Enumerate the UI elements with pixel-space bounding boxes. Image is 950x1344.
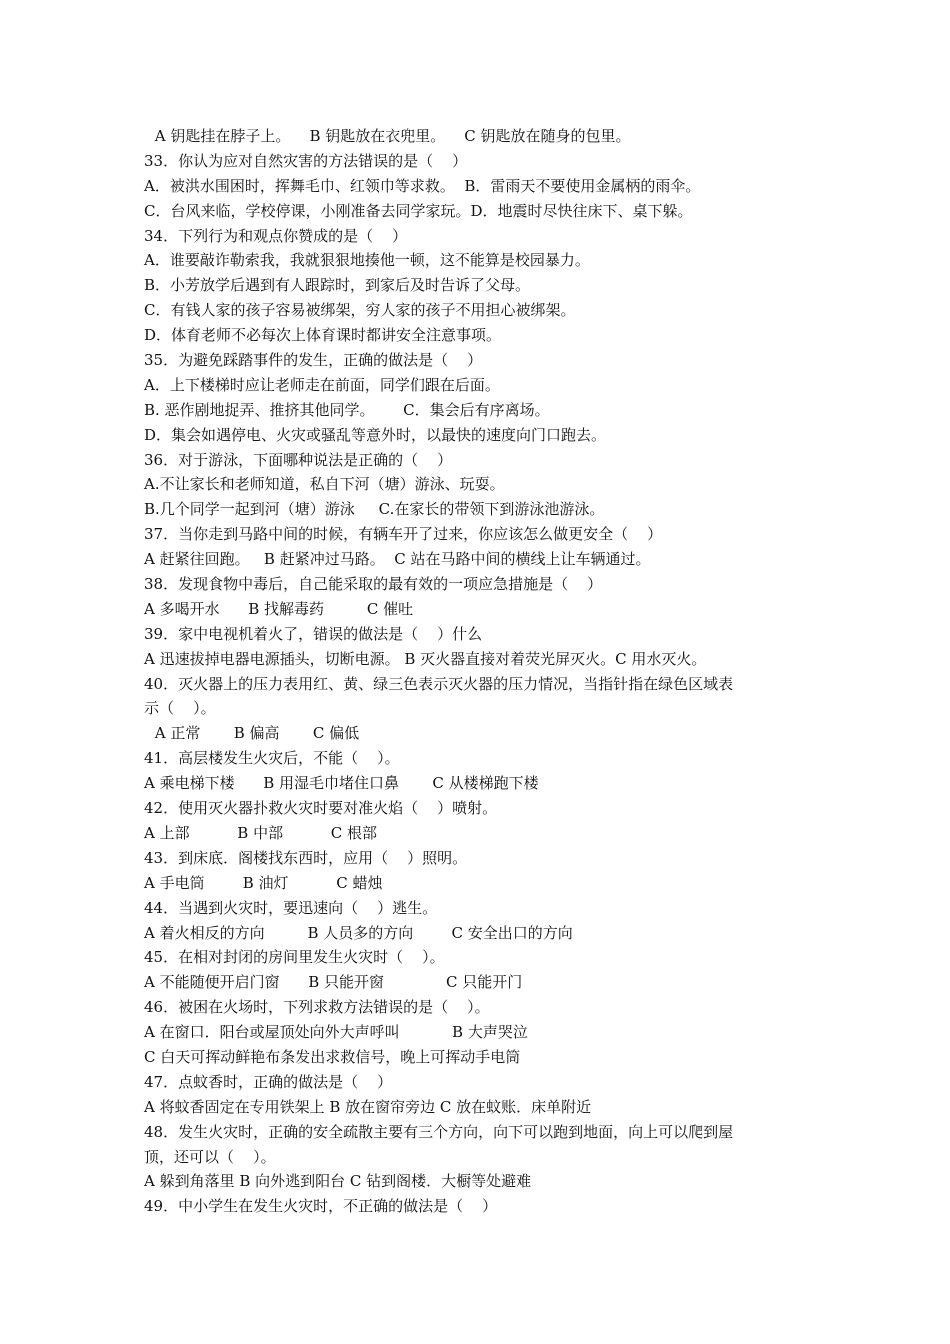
answer-options-33-ab: A．被洪水围困时，挥舞毛巾、红领巾等求救。 B．雷雨天不要使用金属柄的雨伞。 bbox=[144, 176, 701, 195]
question-41: 41．高层楼发生火灾后，不能（ ）。 bbox=[144, 749, 400, 768]
answer-options-46-ab: A 在窗口．阳台或屋顶处向外大声呼叫 B 大声哭泣 bbox=[144, 1023, 528, 1042]
answer-option-34-a: A．谁要敲诈勒索我，我就狠狠地揍他一顿，这不能算是校园暴力。 bbox=[144, 251, 590, 270]
question-49: 49．中小学生在发生火灾时，不正确的做法是（ ） bbox=[144, 1197, 498, 1216]
answer-options-42: A 上部 B 中部 C 根部 bbox=[144, 823, 377, 842]
question-37: 37．当你走到马路中间的时候，有辆车开了过来，你应该怎么做更安全（ ） bbox=[144, 525, 663, 544]
answer-option-36-a: A.不让家长和老师知道，私自下河（塘）游泳、玩耍。 bbox=[144, 475, 505, 494]
question-35: 35．为避免踩踏事件的发生，正确的做法是（ ） bbox=[144, 351, 483, 370]
question-44: 44．当遇到火灾时，要迅速向（ ）逃生。 bbox=[144, 898, 438, 917]
question-38: 38．发现食物中毒后，自己能采取的最有效的一项应急措施是（ ） bbox=[144, 575, 603, 594]
question-45: 45．在相对封闭的房间里发生火灾时（ ）。 bbox=[144, 948, 445, 967]
question-42: 42．使用灭火器扑救火灾时要对准火焰（ ）喷射。 bbox=[144, 799, 498, 818]
answer-options-32: A 钥匙挂在脖子上。 B 钥匙放在衣兜里。 C 钥匙放在随身的包里。 bbox=[150, 127, 631, 145]
question-43: 43．到床底．阁楼找东西时，应用（ ）照明。 bbox=[144, 848, 468, 867]
answer-options-48: A 躲到角落里 B 向外逃到阳台 C 钻到阁楼．大橱等处避难 bbox=[144, 1172, 532, 1191]
question-46: 46．被困在火场时，下列求救方法错误的是（ ）。 bbox=[144, 998, 490, 1017]
answer-options-35-bc: B. 恶作剧地捉弄、推挤其他同学。 C．集会后有序离场。 bbox=[144, 400, 550, 419]
answer-option-34-b: B．小芳放学后遇到有人跟踪时，到家后及时告诉了父母。 bbox=[144, 276, 531, 295]
question-33: 33．你认为应对自然灾害的方法错误的是（ ） bbox=[144, 151, 468, 170]
answer-options-36-bc: B.几个同学一起到河（塘）游泳 C.在家长的带领下到游泳池游泳。 bbox=[144, 500, 605, 519]
answer-options-37: A 赶紧往回跑。 B 赶紧冲过马路。 C 站在马路中间的横线上让车辆通过。 bbox=[144, 550, 651, 569]
answer-options-39: A 迅速拔掉电器电源插头，切断电源。 B 灭火器直接对着荧光屏灭火。C 用水灭火。 bbox=[144, 649, 707, 668]
question-48-continued: 顶，还可以（ ）。 bbox=[144, 1147, 276, 1166]
question-40: 40．灭火器上的压力表用红、黄、绿三色表示灭火器的压力情况，当指针指在绿色区域表 bbox=[144, 674, 734, 693]
answer-options-45: A 不能随便开启门窗 B 只能开窗 C 只能开门 bbox=[144, 973, 523, 992]
answer-options-40: A 正常 B 偏高 C 偏低 bbox=[150, 724, 360, 743]
answer-option-35-d: D．集会如遇停电、火灾或骚乱等意外时，以最快的速度向门口跑去。 bbox=[144, 425, 607, 444]
answer-options-41: A 乘电梯下楼 B 用湿毛巾堵住口鼻 C 从楼梯跑下楼 bbox=[144, 774, 539, 793]
answer-option-35-a: A．上下楼梯时应让老师走在前面，同学们跟在后面。 bbox=[144, 375, 500, 394]
answer-options-47: A 将蚊香固定在专用铁架上 B 放在窗帘旁边 C 放在蚊账．床单附近 bbox=[144, 1097, 592, 1116]
answer-option-34-d: D．体育老师不必每次上体育课时都讲安全注意事项。 bbox=[144, 326, 502, 345]
question-34: 34．下列行为和观点你赞成的是（ ） bbox=[144, 226, 408, 245]
question-48: 48．发生火灾时，正确的安全疏散主要有三个方向，向下可以跑到地面，向上可以爬到屋 bbox=[144, 1122, 734, 1141]
question-36: 36．对于游泳，下面哪种说法是正确的（ ） bbox=[144, 450, 453, 469]
answer-option-46-c: C 白天可挥动鲜艳布条发出求救信号，晚上可挥动手电筒 bbox=[144, 1047, 521, 1066]
answer-options-38: A 多喝开水 B 找解毒药 C 催吐 bbox=[144, 599, 414, 618]
answer-options-44: A 着火相反的方向 B 人员多的方向 C 安全出口的方向 bbox=[144, 923, 573, 942]
question-39: 39．家中电视机着火了，错误的做法是（ ）什么 bbox=[144, 624, 483, 643]
question-40-continued: 示（ ）。 bbox=[144, 699, 216, 718]
answer-options-43: A 手电筒 B 油灯 C 蜡烛 bbox=[144, 873, 383, 892]
question-47: 47．点蚊香时，正确的做法是（ ） bbox=[144, 1072, 393, 1091]
answer-option-34-c: C．有钱人家的孩子容易被绑架，穷人家的孩子不用担心被绑架。 bbox=[144, 301, 576, 320]
answer-options-33-cd: C．台风来临，学校停课，小刚准备去同学家玩。D．地震时尽快往床下、桌下躲。 bbox=[144, 201, 693, 220]
document-body bbox=[144, 124, 814, 1219]
